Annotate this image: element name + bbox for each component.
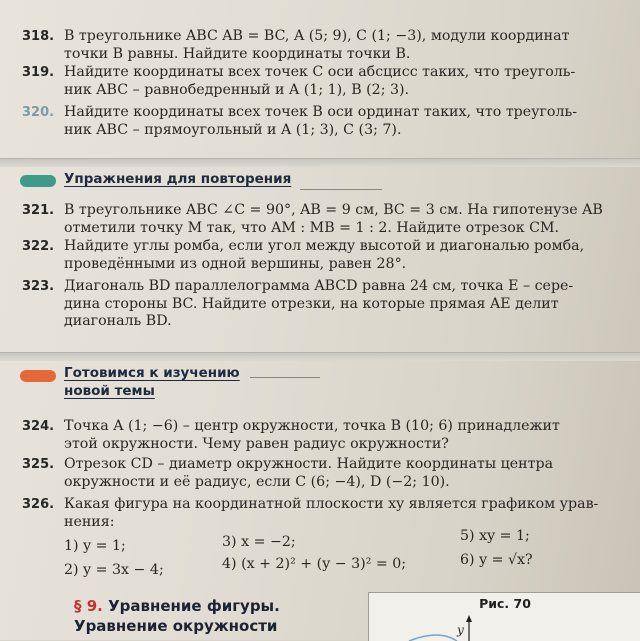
answer-option: 4) (x + 2)² + (y − 3)² = 0;: [222, 556, 407, 572]
problem-326: [22, 496, 630, 531]
problem-text-line: точки B равны. Найдите координаты точки B.: [64, 45, 411, 62]
problem-text-line: В треугольнике ABC ∠C = 90°, AB = 9 см, BC = 3 см. На гипотенузе AB: [64, 202, 603, 218]
problem-text-line: нения:: [64, 513, 115, 530]
problem-text-line: дина стороны BC. Найдите отрезки, на которые прямая AE делит: [64, 295, 559, 312]
problem-number: 323.: [22, 279, 55, 294]
answer-option: 2) y = 3x − 4;: [64, 562, 164, 578]
axis-label: y: [457, 623, 464, 637]
section-prepare: [0, 352, 640, 406]
next-section-title: [74, 596, 280, 636]
problem-324: [22, 418, 630, 453]
problem-text-line: В треугольнике ABC AB = BC, A (5; 9), C (1; −3), модули координат: [64, 28, 570, 44]
problem-number: 319.: [22, 65, 55, 80]
answer-option: 5) xy = 1;: [460, 528, 530, 544]
problem-text-line: Какая фигура на координатной плоскости xy является графиком урав-: [64, 496, 599, 512]
problem-number: 320.: [22, 105, 55, 120]
section-title-line: Уравнение фигуры.: [108, 597, 280, 615]
section-band: [0, 158, 640, 167]
section-pill-icon: [20, 370, 56, 382]
problem-322: [22, 238, 630, 273]
problem-number: 321.: [22, 203, 55, 218]
problem-text-line: Диагональ BD параллелограмма ABCD равна 24 см, точка E – сере-: [64, 278, 574, 294]
problem-321: [22, 202, 630, 237]
section-band: [0, 352, 640, 361]
section-pill-icon: [20, 175, 56, 187]
problem-319: [22, 64, 630, 99]
problem-323: [22, 278, 630, 331]
figure-caption: Рис. 70: [479, 596, 531, 611]
answer-option: 1) y = 1;: [64, 538, 126, 554]
section-number: § 9.: [74, 597, 103, 615]
problem-number: 324.: [22, 419, 55, 434]
problem-text-line: Точка A (1; −6) – центр окружности, точка B (10; 6) принадлежит: [64, 418, 560, 434]
problem-text-line: Найдите координаты всех точек B оси ординат таких, что треуголь-: [64, 104, 577, 120]
problem-number: 318.: [22, 29, 55, 44]
problem-text-line: Найдите углы ромба, если угол между высотой и диагональю ромба,: [64, 238, 585, 254]
section-rule: [300, 189, 382, 190]
problem-text-line: ник ABC – прямоугольный и A (1; 3), C (3; 7).: [64, 121, 402, 138]
problem-number: 322.: [22, 239, 55, 254]
section-title-line: Уравнение окружности: [74, 617, 278, 635]
problem-text-line: Найдите координаты всех точек C оси абсцисс таких, что треуголь-: [64, 64, 576, 80]
problem-text-line: проведёнными из одной вершины, равен 28°.: [64, 255, 407, 272]
answer-option: 3) x = −2;: [222, 534, 296, 550]
problem-text-line: отметили точку M так, что AM : MB = 1 : 2. Найдите отрезок CM.: [64, 219, 560, 236]
problem-text-line: этой окружности. Чему равен радиус окружности?: [64, 435, 449, 452]
problem-318: [22, 28, 630, 63]
problem-text-line: ник ABC – равнобедренный и A (1; 1), B (2; 3).: [64, 81, 410, 98]
problem-320: [22, 104, 630, 139]
answer-option: 6) y = √x?: [460, 552, 533, 568]
section-review: [0, 158, 640, 192]
problem-number: 325.: [22, 457, 55, 472]
problem-text-line: диагональ BD.: [64, 313, 172, 329]
problem-number: 326.: [22, 497, 55, 512]
section-title-line: новой темы: [64, 383, 155, 399]
problem-text-line: окружности и её радиус, если C (6; −4), D (−2; 10).: [64, 473, 450, 490]
section-title: Упражнения для повторения: [64, 171, 292, 187]
section-title-line: Готовимся к изучению: [64, 365, 240, 381]
axis-arrow-icon: [369, 593, 640, 641]
problem-325: [22, 456, 630, 491]
problem-text-line: Отрезок CD – диаметр окружности. Найдите координаты центра: [64, 456, 554, 472]
figure-70: [368, 592, 640, 641]
section-rule: [250, 377, 320, 378]
